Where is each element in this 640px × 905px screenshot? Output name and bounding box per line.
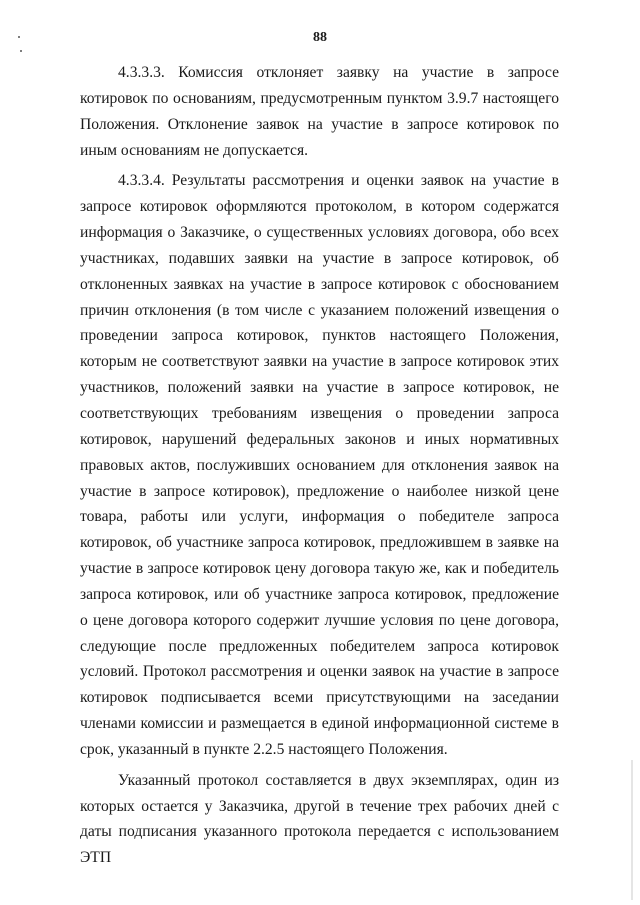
page-number: 88 xyxy=(313,30,327,45)
paragraph-4-3-3-4: 4.3.3.4. Результаты рассмотрения и оценки заявок на участие в запросе котировок оформляются протоколом, в котором содержатся информация о Заказчике, о существенных условиях договора, обо всех участниках, подавших заявки на участие в запросе котировок, об отклоненных заявках на участие в запросе котировок с обоснованием причин отклонения (в том числе с указанием положений извещения о проведении запроса котировок, пунктов настоящего Положения, которым не соответствуют заявки на участие в запросе котировок этих участников, положений заявки на участие в запросе котировок, не соответствующих требованиям извещения о проведении запроса котировок, нарушений федеральных законов и иных нормативных правовых актов, послуживших основанием для отклонения заявок на участие в запросе котировок), предложение о наиболее низкой цене товара, работы или услуги, информация о победителе запроса котировок, об участнике запроса котировок, предложившем в заявке на участие в запросе котировок цену договора такую же, как и победитель запроса котировок, или об участнике запроса котировок, предложение о цене договора которого содержит лучшие условия по цене договора, следующие после предложенных победителем запроса котировок условий. Протокол рассмотрения и оценки заявок на участие в запросе котировок подписывается всеми присутствующими на заседании членами комиссии и размещается в единой информационной системе в срок, указанный в пункте 2.2.5 настоящего Положения. xyxy=(80,172,559,758)
paragraph-4-3-3-3: 4.3.3.3. Комиссия отклоняет заявку на участие в запросе котировок по основаниям, предусмотренным пунктом 3.9.7 настоящего Положения. Отклонение заявок на участие в запросе котировок по иным основаниям не допускается. xyxy=(80,64,559,159)
scan-speck xyxy=(20,50,22,52)
paragraph-protocol-copies: Указанный протокол составляется в двух экземплярах, один из которых остается у Заказчика, другой в течение трех рабочих дней с даты подписания указанного протокола передается с использованием ЭТП xyxy=(80,771,559,867)
scan-edge xyxy=(631,760,633,900)
body-text xyxy=(80,60,559,876)
